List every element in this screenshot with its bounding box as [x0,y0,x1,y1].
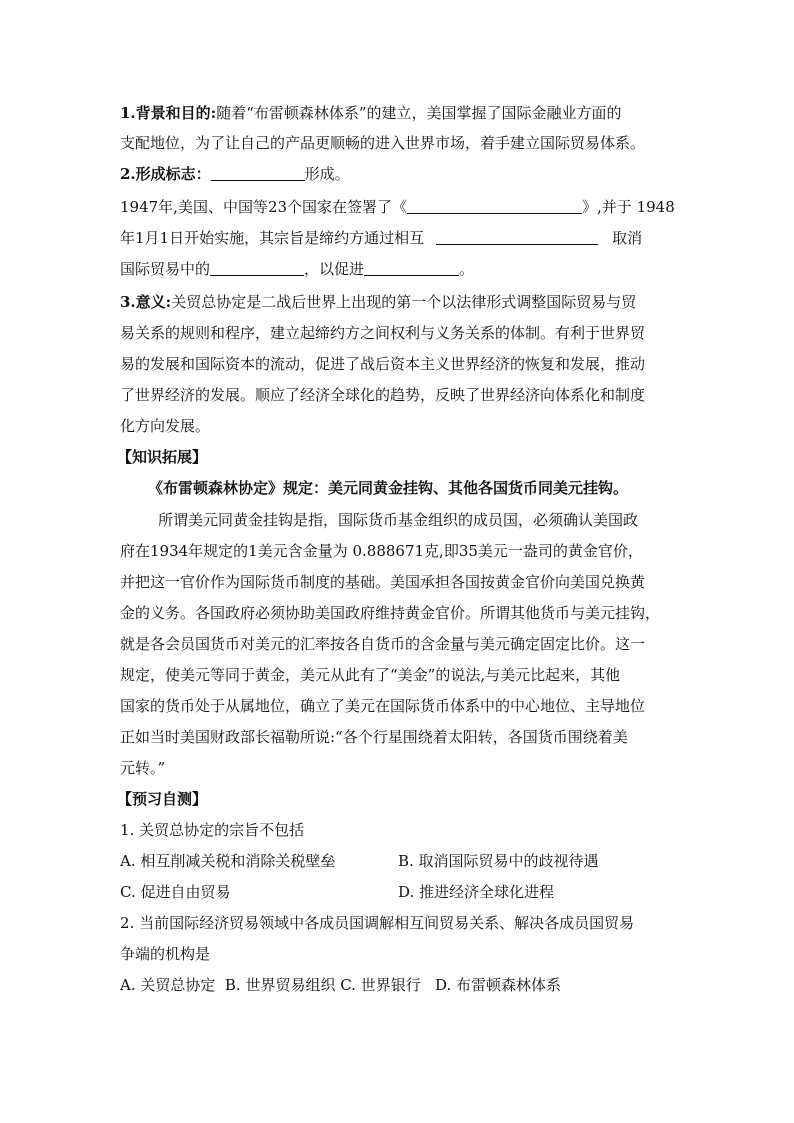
expand-line-6: 规定，使美元等同于黄金，美元从此有了“美金”的说法,与美元比起来，其他 [120,666,621,684]
expand-line-7: 国家的货币处于从属地位，确立了美元在国际货币体系中的中心地位、主导地位 [120,697,646,715]
expand-line-1: 所谓美元同黄金挂钩是指，国际货币基金组织的成员国，必须确认美国政 [158,511,639,529]
sec2-para-line-1 [120,197,675,217]
sec2-label: 2.形成标志： [120,165,211,183]
q2-options[interactable]: A. 关贸总协定 B. 世界贸易组织 C. 世界银行 D. 布雷顿森林体系 [120,976,562,994]
expand-line-4: 金的义务。各国政府必须协助美国政府维持黄金官价。所谓其他货币与美元挂钩， [120,604,661,622]
sec1-text-1: 随着“布雷顿森林体系”的建立，美国掌握了国际金融业方面的 [216,104,622,122]
q1-option-c[interactable]: C. 促进自由贸易 [120,883,231,901]
quiz-heading: 【预习自测】 [117,790,208,808]
sec1-label: 1.背景和目的: [120,104,217,122]
expand-heading: 【知识拓展】 [117,448,208,466]
fill-blank-symbol[interactable] [211,165,305,181]
fill-blank-cancel[interactable] [210,260,304,276]
sec2-heading-line [120,164,350,184]
sec3-label: 3.意义: [120,293,172,311]
sec3-line-2: 易关系的规则和程序，建立起缔约方之间权利与义务关系的体制。有利于世界贸 [120,324,646,342]
sec1-line-2: 支配地位，为了让自己的产品更顺畅的进入世界市场，着手建立国际贸易体系。 [120,134,646,152]
sec2-para-line-3 [120,259,474,279]
sec1-line-1 [120,103,622,123]
expand-line-9: 元转。” [120,759,166,777]
sec2-after-blank: 形成。 [304,165,350,183]
sec3-line-5: 化方向发展。 [120,417,211,435]
sec2-text-2a: 年1月1日开始实施，其宗旨是缔约方通过相互 [120,229,425,247]
expand-line-2: 府在1934年规定的1美元含金量为 0.888671克,即35美元一盎司的黄金官价， [120,542,643,560]
sec3-line-3: 易的发展和国际资本的流动，促进了战后资本主义世界经济的恢复和发展，推动 [120,355,646,373]
sec2-text-3b: ，以促进 [304,260,365,278]
sec3-text-1: 关贸总协定是二战后世界上出现的第一个以法律形式调整国际贸易与贸 [171,293,637,311]
expand-line-8: 正如当时美国财政部长福勒所说:“各个行星围绕着太阳转，各国货币围绕着美 [120,728,628,746]
sec3-line-4: 了世界经济的发展。顺应了经济全球化的趋势，反映了世界经济向体系化和制度 [120,386,646,404]
fill-blank-mutual[interactable] [436,229,598,245]
q2-stem-line-1: 2. 当前国际经济贸易领域中各成员国调解相互间贸易关系、解决各成员国贸易 [120,914,635,932]
sec2-para-line-2 [120,228,642,248]
fill-blank-agreement[interactable] [407,198,582,214]
expand-line-3: 并把这一官价作为国际货币制度的基础。美国承担各国按黄金官价向美国兑换黄 [120,573,646,591]
expand-subhead: 《布雷顿森林协定》规定：美元同黄金挂钩、其他各国货币同美元挂钩。 [148,479,629,497]
q2-stem-line-2: 争端的机构是 [120,945,211,963]
q1-stem: 1. 关贸总协定的宗旨不包括 [120,821,305,839]
expand-line-5: 就是各会员国货币对美元的汇率按各自货币的含金量与美元确定固定比价。这一 [120,635,646,653]
sec2-text-2b: 取消 [612,229,643,247]
q1-option-b[interactable]: B. 取消国际贸易中的歧视待遇 [398,852,599,870]
sec3-line-1 [120,292,636,312]
sec2-text-3c: 。 [459,260,475,278]
q1-option-a[interactable]: A. 相互削减关税和消除关税壁垒 [120,852,336,870]
sec2-text-3a: 国际贸易中的 [120,260,211,278]
sec2-text-1b: 》,并于 1948 [582,198,675,216]
q1-option-d[interactable]: D. 推进经济全球化进程 [398,883,555,901]
sec2-text-1a: 1947年,美国、中国等23个国家在签署了《 [120,198,408,216]
fill-blank-promote[interactable] [364,260,459,276]
